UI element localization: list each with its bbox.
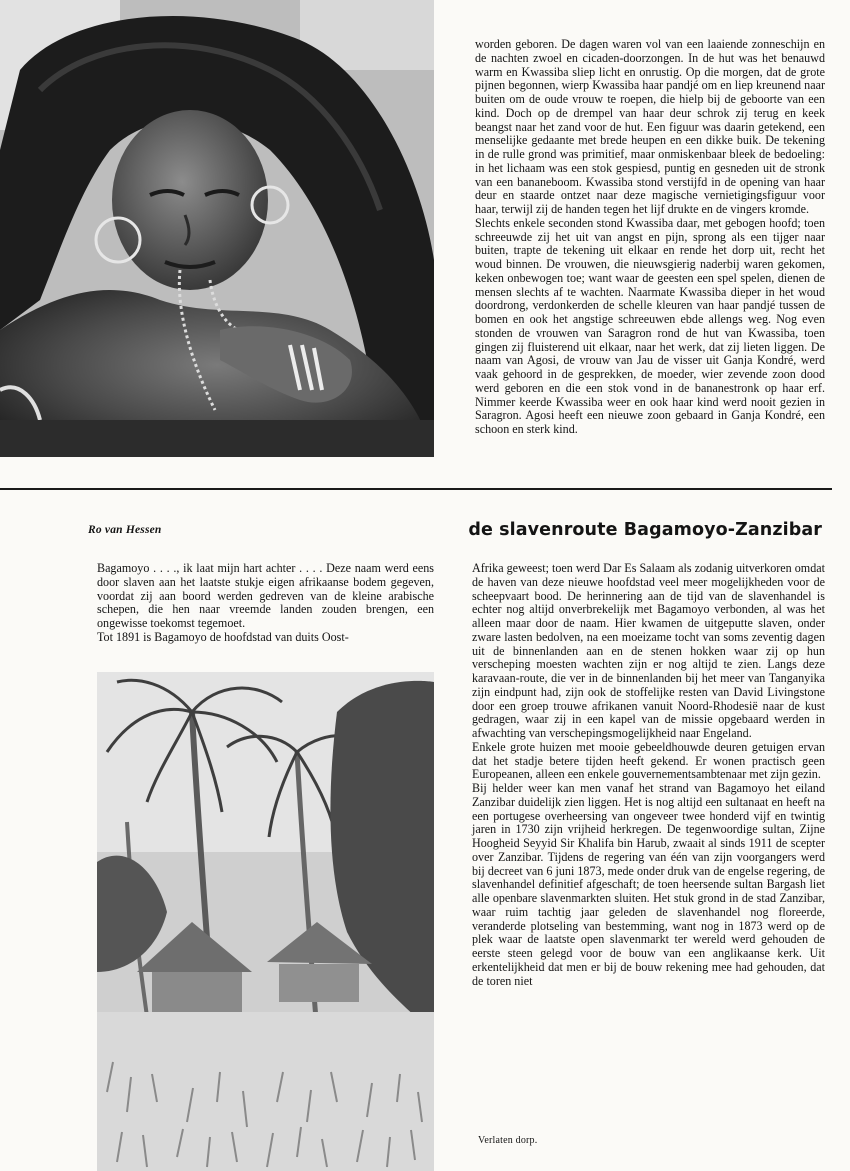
- article-left-column: [97, 562, 434, 645]
- article-paragraph: Bagamoyo . . . ., ik laat mijn hart achter . . . . Deze naam werd eens door slaven aan het laatste stukje eigen afrikaanse bodem gegeven, voordat zij aan boord werden gedreven van de kleine arabische schepen, die hen naar vreemde landen zouden brengen, een ongewisse toekomst tegemoet.: [97, 561, 434, 630]
- portrait-photo: [0, 0, 434, 457]
- article-paragraph: Enkele grote huizen met mooie gebeeldhouwde deuren getuigen ervan dat het stadje betere tijden heeft gekend. Er wonen practisch geen Europeanen, alleen een enkele gouvernementsambtenaar met zijn gezin.: [472, 739, 825, 782]
- article-byline: Ro van Hessen: [88, 524, 162, 536]
- section-divider: [0, 488, 832, 490]
- photo-caption: Verlaten dorp.: [478, 1135, 538, 1146]
- article-right-column: [472, 562, 825, 988]
- story-end-column: [475, 38, 825, 437]
- village-photo-image: [97, 672, 434, 1171]
- article-headline: de slavenroute Bagamoyo-Zanzibar: [468, 520, 822, 540]
- story-paragraph: worden geboren. De dagen waren vol van een laaiende zonneschijn en de nachten zwoel en cicaden-doorzongen. In de hut was het benauwd warm en Kwassiba sliep licht en onrustig. Op die morgen, dat de grote pijnen begonnen, wierp Kwassiba haar pandjé om en liep kreunend naar buiten om de oude vrouw te roepen, die hielp bij de geboorte van een kind. Doch op de drempel van haar deur schrok zij terug en keek beangst naar het zand voor de hut. Een figuur was daarin getekend, een menselijke gedaante met brede heupen en een dikke buik. De tekening in de rulle grond was primitief, maar onmiskenbaar bleek de bedoeling: in het lichaam was een stok gespiesd, puntig en gesneden uit de stronk van een bananeboom. Kwassiba stond verstijfd in de opening van haar deur en staarde ontzet naar deze magische vernietigingsfiguur voor haar, terwijl zij de handen tegen het lijf drukte en de vingers kromde.: [475, 37, 825, 216]
- portrait-photo-image: [0, 0, 434, 457]
- village-photo: [97, 672, 434, 1171]
- article-paragraph: Afrika geweest; toen werd Dar Es Salaam als zodanig uitverkoren omdat de haven van deze nieuwe hoofdstad veel meer mogelijkheden voor de scheepvaart bood. De herinnering aan de tijd van de slavenhandel is echter nog altijd onverbrekelijk met Bagamoyo verbonden, al was het alleen maar door de naam. Hier kwamen de uitgeputte slaven, onder zware lasten bedolven, na een moeizame tocht van soms zeventig dagen uit de binnenlanden aan en de stenen hokken waar zij op hun verscheping moesten wachten zijn er nog altijd te zien. Langs deze karavaan-route, die ver in de binnenlanden bij het meer van Tanganyika zijn eindpunt had, zijn ook de stoffelijke resten van David Livingstone door een groep trouwe afrikanen vanuit Noord-Rhodesië naar de kust gedragen, waar zij in een kapel van de missie opgebaard werden in afwachting van verschepingsmogelijkheid naar Engeland.: [472, 561, 825, 740]
- story-paragraph: Slechts enkele seconden stond Kwassiba daar, met gebogen hoofd; toen schreeuwde zij het uit van angst en pijn, sprong als een tijger naar buiten, trapte de tekening uit elkaar en rende het dorp uit, recht het woud binnen. De vrouwen, die nieuwsgierig naderbij waren gekomen, keken onbewogen toe; want waar de geesten een spel spelen, dienen de mensen slechts af te wachten. Naarmate Kwassiba dieper in het woud doordrong, verdonkerden de schelle kleuren van haar pandjé tussen de bomen en ook het angstige schreeuwen ebde allengs weg. Nog even stonden de vrouwen van Saragron rond de hut van Kwassiba, toen gingen zij fluisterend uit elkaar, naar het werk, dat zij lieten liggen. De naam van Agosi, de vrouw van Jau de visser uit Ganja Kondré, werd vaak gehoord in de gesprekken, de moeder, wier zevende zoon dood werd geboren en die een stok vond in de bananestronk op haar erf. Nimmer keerde Kwassiba weer en ook haar kind werd nooit gezien in Saragron. Agosi heeft een nieuwe zoon gebaard in Ganja Kondré, een schoon en sterk kind.: [475, 215, 825, 436]
- article-paragraph: Bij helder weer kan men vanaf het strand van Bagamoyo het eiland Zanzibar duidelijk zien liggen. Het is nog altijd een sultanaat en heeft na een portugese overheersing van ongeveer twee honderd vijf en twintig jaren in 1730 zijn vrijheid herkregen. De tegenwoordige sultan, Zijne Hoogheid Seyyid Sir Khalifa bin Harub, zwaait al sinds 1911 de scepter over Zanzibar. Tijdens de regering van één van zijn voorgangers werd bij decreet van 6 juni 1873, mede onder druk van de engelse regering, de slavenhandel definitief afgeschaft; de toen heersende sultan Bargash liet alle openbare slavenmarkten sluiten. Het stuk grond in de stad Zanzibar, waar ruim tachtig jaar geleden de slavenhandel nog floreerde, veranderde plotseling van bestemming, want nog in 1873 werd op de plek waar de laatste open slavenmarkt ter wereld werd gehouden de eerste steen gelegd voor de bouw van een anglikaanse kerk. Uit erkentelijkheid dat men er bij de bouw rekening mee had gehouden, dat de toren niet: [472, 781, 825, 988]
- article-paragraph: Tot 1891 is Bagamoyo de hoofdstad van duits Oost-: [97, 629, 349, 644]
